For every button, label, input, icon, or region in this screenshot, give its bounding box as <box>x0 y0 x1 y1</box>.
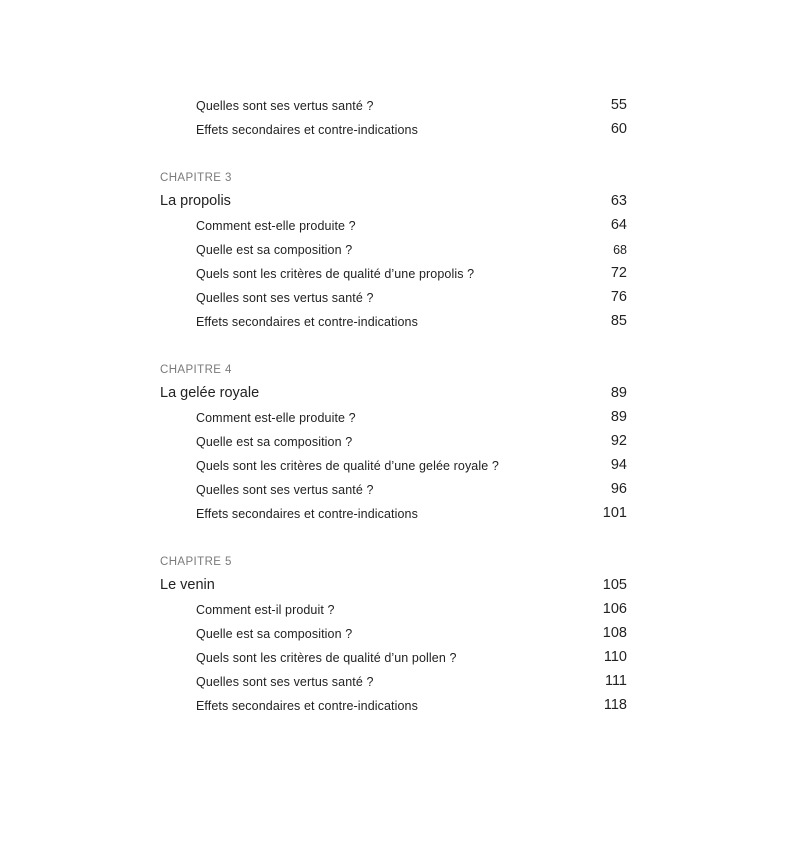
toc-entry <box>0 409 800 433</box>
toc-entry-page: 68 <box>613 243 627 257</box>
toc-entry <box>0 601 800 625</box>
toc-entry-page: 110 <box>603 649 627 665</box>
toc-entry <box>0 265 800 289</box>
toc-entry-page: 76 <box>610 289 627 305</box>
toc-entry <box>0 121 800 145</box>
chapter-5-heading <box>0 577 800 601</box>
chapter-page: 63 <box>610 193 627 209</box>
toc-entry <box>0 649 800 673</box>
chapter-page: 89 <box>610 385 627 401</box>
toc-entry <box>0 625 800 649</box>
toc-entry-page: 108 <box>602 625 627 641</box>
chapter-title: La propolis <box>160 193 231 209</box>
toc-entry-title: Quelle est sa composition ? <box>196 435 353 449</box>
toc-entry-page: 96 <box>610 481 627 497</box>
toc-entry-title: Effets secondaires et contre-indications <box>196 699 418 713</box>
toc-entry-title: Effets secondaires et contre-indications <box>196 315 418 329</box>
chapter-3-heading <box>0 193 800 217</box>
toc-entry-title: Quelle est sa composition ? <box>196 627 353 641</box>
toc-entry-title: Quels sont les critères de qualité d’un pollen ? <box>196 651 457 665</box>
toc-entry-page: 64 <box>610 217 627 233</box>
toc-entry-title: Quelles sont ses vertus santé ? <box>196 291 374 305</box>
chapter-4-label: CHAPITRE 4 <box>160 364 232 376</box>
toc-entry-page: 106 <box>602 601 627 617</box>
toc-entry-page: 55 <box>610 97 627 113</box>
toc-entry <box>0 289 800 313</box>
toc-entry <box>0 481 800 505</box>
toc-entry-page: 60 <box>610 121 627 137</box>
toc-entry-title: Effets secondaires et contre-indications <box>196 123 418 137</box>
chapter-5-label: CHAPITRE 5 <box>160 556 232 568</box>
toc-entry <box>0 457 800 481</box>
toc-entry <box>0 697 800 721</box>
toc-entry-title: Comment est-il produit ? <box>196 603 335 617</box>
toc-entry-title: Comment est-elle produite ? <box>196 219 356 233</box>
toc-entry-page: 89 <box>610 409 627 425</box>
toc-entry-title: Quelles sont ses vertus santé ? <box>196 675 374 689</box>
chapter-4-heading <box>0 385 800 409</box>
toc-entry <box>0 673 800 697</box>
toc-entry <box>0 241 800 265</box>
toc-entry-page: 85 <box>610 313 627 329</box>
toc-entry-page: 111 <box>604 673 627 689</box>
toc-entry-title: Quels sont les critères de qualité d’une gelée royale ? <box>196 459 499 473</box>
toc-entry-title: Effets secondaires et contre-indications <box>196 507 418 521</box>
toc-entry-page: 118 <box>603 697 627 713</box>
chapter-page: 105 <box>602 577 627 593</box>
toc-entry <box>0 313 800 337</box>
toc-entry-title: Comment est-elle produite ? <box>196 411 356 425</box>
toc-entry-title: Quelles sont ses vertus santé ? <box>196 483 374 497</box>
chapter-title: Le venin <box>160 577 215 593</box>
toc-entry-page: 94 <box>610 457 627 473</box>
toc-entry-title: Quelles sont ses vertus santé ? <box>196 99 374 113</box>
toc-entry <box>0 97 800 121</box>
toc-entry-title: Quels sont les critères de qualité d’une propolis ? <box>196 267 475 281</box>
toc-entry <box>0 217 800 241</box>
chapter-3-label: CHAPITRE 3 <box>160 172 232 184</box>
toc-entry-title: Quelle est sa composition ? <box>196 243 353 257</box>
toc-entry-page: 101 <box>602 505 627 521</box>
chapter-title: La gelée royale <box>160 385 260 401</box>
toc-entry-page: 72 <box>610 265 627 281</box>
toc-entry <box>0 433 800 457</box>
toc-entry-page: 92 <box>610 433 627 449</box>
toc-entry <box>0 505 800 529</box>
